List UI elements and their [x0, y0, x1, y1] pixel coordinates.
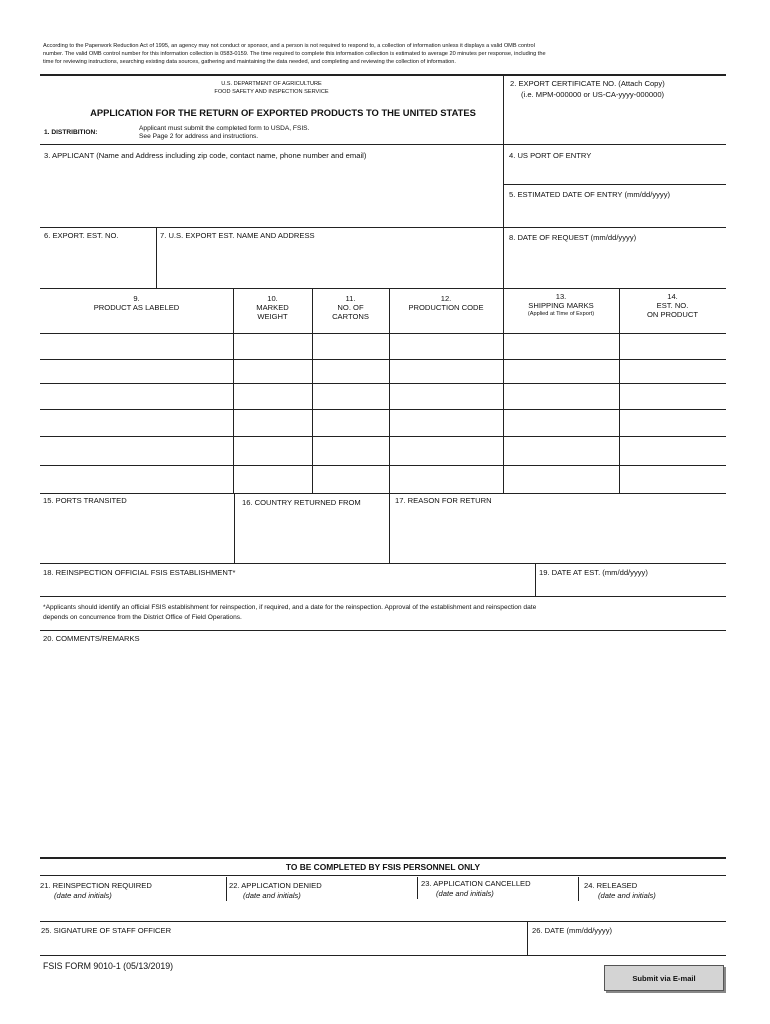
col-label: WEIGHT	[257, 312, 288, 321]
export-certificate-field[interactable]	[506, 100, 724, 142]
col-header-product	[40, 294, 233, 312]
col-num: 10.	[267, 294, 278, 303]
date-initials-hint: (date and initials)	[598, 891, 656, 900]
export-est-no-label: 6. EXPORT. EST. NO.	[44, 231, 119, 240]
ports-transited-label: 15. PORTS TRANSITED	[43, 496, 127, 505]
distribution-label: 1. DISTRIBITION:	[44, 129, 98, 136]
col-label: CARTONS	[332, 312, 369, 321]
col-header-est-no	[619, 292, 726, 319]
est-date-entry-label: 5. ESTIMATED DATE OF ENTRY (mm/dd/yyyy)	[509, 190, 671, 199]
reinspection-footnote	[43, 603, 727, 623]
footnote-line: *Applicants should identify an official FSIS establishment for reinspection, if required, and a date for the reinspection. Approval of the establishment and reinspection date	[43, 604, 537, 611]
paperwork-notice	[43, 42, 733, 66]
port-of-entry-field[interactable]	[506, 162, 724, 182]
footnote-line: depends on concurrence from the District Office of Field Operations.	[43, 614, 242, 621]
application-denied-label: 22. APPLICATION DENIED	[229, 881, 322, 890]
col-label: MARKED	[256, 303, 289, 312]
released-label: 24. RELEASED	[584, 881, 638, 890]
comments-label: 20. COMMENTS/REMARKS	[43, 634, 140, 643]
table-row	[40, 333, 726, 334]
col-num: 14.	[667, 292, 678, 301]
application-cancelled-label: 23. APPLICATION CANCELLED	[421, 879, 531, 888]
country-returned-label: 16. COUNTRY RETURNED FROM	[242, 498, 361, 507]
country-returned-field[interactable]	[236, 510, 387, 562]
notice-line: number. The valid OMB control number for this information collection is 0583-0159. The time required to complete this information collection is estimated to average 20 minutes per response, including the	[43, 51, 546, 57]
form-title: APPLICATION FOR THE RETURN OF EXPORTED PRODUCTS TO THE UNITED STATES	[90, 107, 476, 118]
fsis-date-label: 26. DATE (mm/dd/yyyy)	[532, 926, 613, 935]
row-rule	[40, 227, 726, 228]
date-request-label: 8. DATE OF REQUEST (mm/dd/yyyy)	[509, 233, 637, 242]
col-divider	[578, 877, 579, 901]
row-rule	[40, 288, 726, 289]
agency-line: U.S. DEPARTMENT OF AGRICULTURE	[221, 81, 322, 87]
comments-field[interactable]	[42, 646, 726, 852]
row-rule	[40, 144, 726, 145]
fsis-section-header: TO BE COMPLETED BY FSIS PERSONNEL ONLY	[285, 862, 481, 872]
col-divider	[389, 493, 390, 563]
col-label: NO. OF	[337, 303, 364, 312]
distribution-text	[139, 125, 309, 141]
reason-field[interactable]	[391, 508, 724, 562]
col-divider	[226, 877, 227, 901]
col-divider	[417, 877, 418, 899]
row-rule	[503, 184, 726, 185]
notice-line: According to the Paperwork Reduction Act of 1995, an agency may not conduct or sponsor, and a person is not required to respond to, a collection of information unless it displays a valid OMB control	[43, 43, 535, 49]
export-certificate-label: 2. EXPORT CERTIFICATE NO. (Attach Copy)	[510, 79, 665, 88]
header-top-rule	[40, 74, 726, 76]
notice-line: time for reviewing instructions, searching existing data sources, gathering and maintaining the data needed, and completing and reviewing the collection of information.	[43, 59, 456, 65]
fsis-date-field[interactable]	[530, 937, 724, 954]
col-label: ON PRODUCT	[646, 310, 699, 319]
col-num: 13.	[555, 292, 567, 301]
reinspection-est-label: 18. REINSPECTION OFFICIAL FSIS ESTABLISHMENT*	[43, 568, 236, 577]
export-est-name-field[interactable]	[158, 243, 500, 287]
col-num: 9.	[133, 294, 140, 303]
row-rule	[40, 596, 726, 597]
row-rule	[40, 955, 726, 956]
product-table-entries[interactable]	[42, 335, 726, 491]
col-label: SHIPPING MARKS	[528, 301, 594, 310]
port-of-entry-label: 4. US PORT OF ENTRY	[509, 151, 592, 160]
table-row	[40, 493, 726, 494]
est-date-entry-field[interactable]	[506, 201, 724, 225]
row-rule	[40, 563, 726, 564]
submit-email-button[interactable]: Submit via E-mail	[604, 965, 724, 991]
col-divider	[156, 227, 157, 288]
ports-transited-field[interactable]	[42, 508, 232, 562]
col-label: PRODUCT AS LABELED	[93, 303, 180, 312]
reinspection-est-field[interactable]	[42, 579, 532, 595]
distribution-line: Applicant must submit the completed form to USDA, FSIS.	[139, 125, 310, 132]
row-rule	[40, 921, 726, 922]
applicant-field[interactable]	[42, 162, 500, 224]
col-num: 12.	[440, 294, 452, 303]
agency-line: FOOD SAFETY AND INSPECTION SERVICE	[214, 89, 329, 95]
col-divider	[234, 493, 235, 563]
fsis-section-rule	[40, 857, 726, 859]
signature-label: 25. SIGNATURE OF STAFF OFFICER	[41, 926, 172, 935]
col-header-weight	[233, 294, 312, 321]
row-rule	[40, 630, 726, 631]
date-initials-hint: (date and initials)	[436, 889, 494, 898]
form-id: FSIS FORM 9010-1 (05/13/2019)	[43, 961, 174, 971]
date-request-field[interactable]	[506, 245, 724, 287]
col-label: PRODUCTION CODE	[408, 303, 484, 312]
col-header-production-code	[389, 294, 503, 312]
export-est-no-field[interactable]	[42, 243, 154, 287]
date-at-est-field[interactable]	[537, 579, 724, 595]
col-divider	[535, 563, 536, 596]
signature-field[interactable]	[42, 937, 524, 954]
applicant-label: 3. APPLICANT (Name and Address including zip code, contact name, phone number and email)	[44, 151, 367, 160]
date-at-est-label: 19. DATE AT EST. (mm/dd/yyyy)	[539, 568, 648, 577]
col-label: (Applied at Time of Export)	[527, 311, 595, 317]
col-divider	[527, 921, 528, 955]
export-certificate-hint: (i.e. MPM-000000 or US-CA-yyyy-000000)	[521, 90, 665, 99]
date-initials-hint: (date and initials)	[243, 891, 301, 900]
col-label: EST. NO.	[656, 301, 689, 310]
col-header-cartons	[312, 294, 389, 321]
distribution-line: See Page 2 for address and instructions.	[139, 133, 259, 140]
export-est-name-label: 7. U.S. EXPORT EST. NAME AND ADDRESS	[160, 231, 315, 240]
col-num: 11.	[345, 294, 356, 303]
col-header-shipping-marks	[503, 292, 619, 318]
date-initials-hint: (date and initials)	[54, 891, 112, 900]
row-rule	[40, 875, 726, 876]
reinspection-required-label: 21. REINSPECTION REQUIRED	[40, 881, 152, 890]
reason-label: 17. REASON FOR RETURN	[395, 496, 492, 505]
agency-name	[40, 80, 503, 96]
